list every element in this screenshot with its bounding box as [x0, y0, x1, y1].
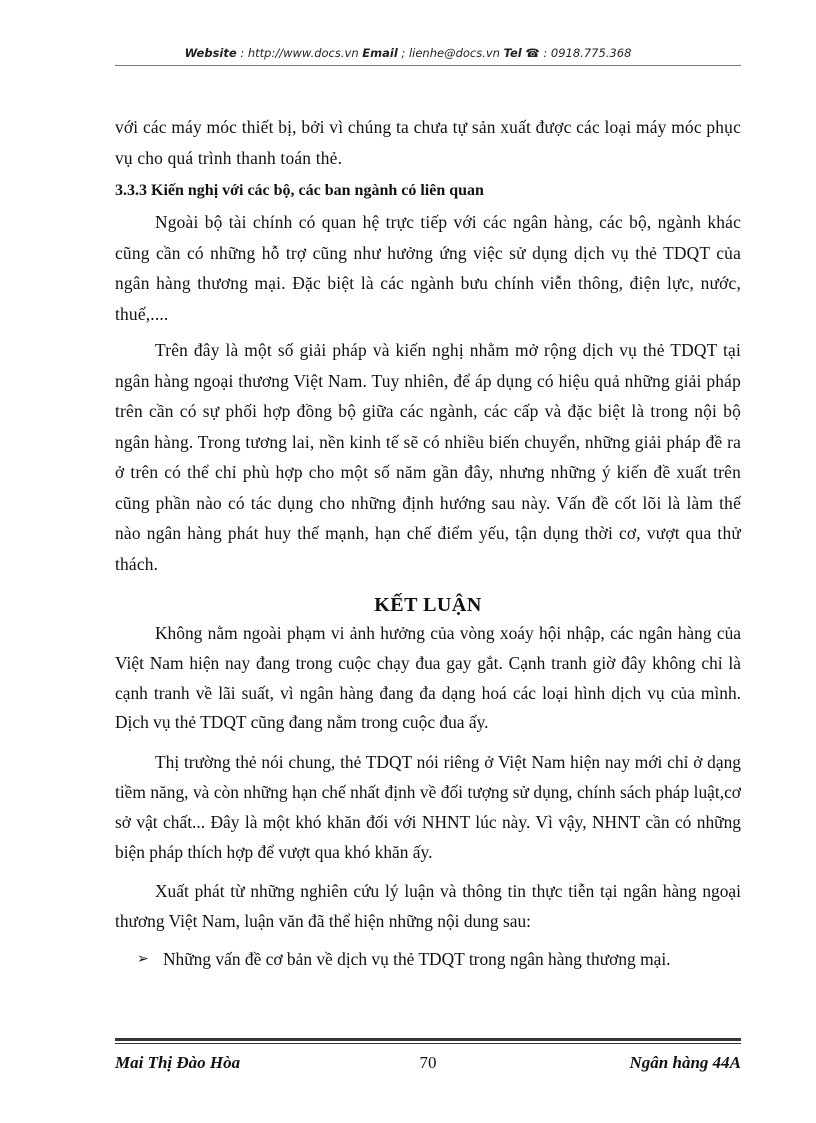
page-body	[115, 112, 741, 975]
bullet-item-text: Những vấn đề cơ bản về dịch vụ thẻ TDQT trong ngân hàng thương mại.	[163, 948, 671, 969]
telephone-icon: ☎	[525, 46, 540, 60]
header-divider	[115, 65, 741, 66]
paragraph-continuation: với các máy móc thiết bị, bởi vì chúng ta chưa tự sản xuất được các loại máy móc phục vụ cho quá trình thanh toán thẻ.	[115, 117, 741, 168]
conclusion-title: KẾT LUẬN	[374, 594, 482, 616]
section-heading-3-3-3: 3.3.3 Kiến nghị với các bộ, các ban ngành có liên quan	[115, 182, 484, 199]
paragraph-summary: Trên đây là một số giải pháp và kiến nghị nhằm mở rộng dịch vụ thẻ TDQT tại ngân hàng ngoại thương Việt Nam. Tuy nhiên, để áp dụng có hiệu quả những giải pháp trên cần có sự phối hợp đồng bộ giữa các ngành, các cấp và đặc biệt là trong nội bộ ngân hàng. Trong tương lai, nền kinh tế sẽ có nhiều biến chuyển, những giải pháp đề ra ở trên có thể chỉ phù hợp cho một số năm gần đây, nhưng những ý kiến đề xuất trên cũng phần nào có tác dụng cho những định hướng sau này. Vấn đề cốt lõi là làm thế nào ngân hàng phát huy thế mạnh, hạn chế điểm yếu, tận dụng thời cơ, vượt qua thử thách.	[115, 340, 741, 574]
footer-divider-thick	[115, 1038, 741, 1041]
page-header	[0, 46, 816, 60]
paragraph-ministries: Ngoài bộ tài chính có quan hệ trực tiếp với các ngân hàng, các bộ, ngành khác cũng cần có những hỗ trợ cũng như hưởng ứng việc sử dụng dịch vụ thẻ TDQT của ngân hàng thương mại. Đặc biệt là các ngành bưu chính viễn thông, điện lực, nước, thuế,....	[115, 212, 741, 324]
email-label: Email	[362, 46, 398, 60]
tel-label: Tel	[503, 46, 522, 60]
page-number: 70	[419, 1053, 437, 1072]
paragraph-conclusion-2: Thị trường thẻ nói chung, thẻ TDQT nói riêng ở Việt Nam hiện nay mới chỉ ở dạng tiềm năng, và còn những hạn chế nhất định về đối tượng sử dụng, chính sách pháp luật,cơ sở vật chất... Đây là một khó khăn đối với NHNT lúc này. Vì vậy, NHNT cần có những biện pháp thích hợp để vượt qua khó khăn ấy.	[115, 752, 741, 862]
footer-author: Mai Thị Đào Hòa	[115, 1053, 241, 1072]
page-footer	[115, 1053, 741, 1079]
arrow-bullet-icon: ➢	[137, 951, 149, 967]
website-value: : http://www.docs.vn	[236, 46, 363, 60]
email-value: ; lienhe@docs.vn	[397, 46, 504, 60]
footer-divider-thin	[115, 1043, 741, 1044]
website-label: Website	[184, 46, 237, 60]
paragraph-conclusion-1: Không nằm ngoài phạm vi ảnh hưởng của vòng xoáy hội nhập, các ngân hàng của Việt Nam hiện nay đang trong cuộc chạy đua gay gắt. Cạnh tranh giờ đây không chỉ là cạnh tranh về lãi suất, vì ngân hàng đang đa dạng hoá các loại hình dịch vụ của mình. Dịch vụ thẻ TDQT cũng đang nằm trong cuộc đua ấy.	[115, 623, 741, 733]
tel-value: : 0918.775.368	[539, 46, 632, 60]
footer-class: Ngân hàng 44A	[629, 1053, 741, 1072]
paragraph-conclusion-3: Xuất phát từ những nghiên cứu lý luận và thông tin thực tiễn tại ngân hàng ngoại thương Việt Nam, luận văn đã thể hiện những nội dung sau:	[115, 881, 741, 932]
bullet-item	[115, 945, 741, 975]
